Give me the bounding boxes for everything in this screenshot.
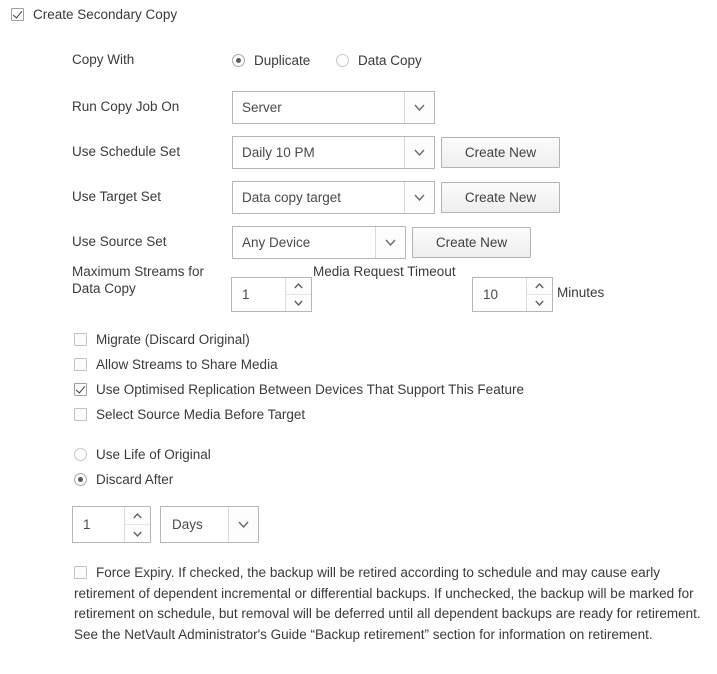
allow-streams-share-media-checkbox[interactable] xyxy=(74,358,87,371)
chevron-down-icon[interactable] xyxy=(404,182,434,213)
media-request-timeout-unit: Minutes xyxy=(557,285,605,300)
option-migrate-row[interactable] xyxy=(74,332,250,347)
maximum-streams-label: Maximum Streams for Data Copy xyxy=(72,264,205,296)
create-secondary-copy-row[interactable] xyxy=(11,7,177,22)
create-new-source-set-button[interactable]: Create New xyxy=(412,227,531,258)
migrate-label: Migrate (Discard Original) xyxy=(96,332,250,347)
use-schedule-set-value: Daily 10 PM xyxy=(242,145,315,160)
create-secondary-copy-label: Create Secondary Copy xyxy=(33,7,178,22)
run-copy-job-on-value: Server xyxy=(242,100,282,115)
force-expiry-row[interactable] xyxy=(74,563,708,645)
stepper-down-icon[interactable] xyxy=(286,295,311,311)
copy-with-option-data-copy[interactable] xyxy=(336,53,422,68)
force-expiry-label: Force Expiry. If checked, the backup will be retired according to schedule and may cause early retirement of dependent incremental or differential backups. If unchecked, the backup will be marked for retirement on schedule, but removal will be deferred until all dependent backups are ready for retirement. See the NetVault Administrator's Guide “Backup retirement” section for information on retirement. xyxy=(74,565,701,642)
copy-with-option-duplicate[interactable] xyxy=(232,53,336,68)
select-source-media-label: Select Source Media Before Target xyxy=(96,407,306,422)
use-source-set-value: Any Device xyxy=(242,235,311,250)
allow-streams-share-media-label: Allow Streams to Share Media xyxy=(96,357,278,372)
stepper-up-icon[interactable] xyxy=(125,507,150,525)
discard-after-unit-value: Days xyxy=(172,517,203,532)
use-schedule-set-label: Use Schedule Set xyxy=(72,144,181,160)
use-source-set-row xyxy=(72,226,531,259)
use-schedule-set-combobox[interactable] xyxy=(232,136,435,169)
media-request-timeout-label: Media Request Timeout xyxy=(313,264,456,279)
discard-after-stepper[interactable] xyxy=(124,507,150,542)
maximum-streams-value: 1 xyxy=(242,287,250,302)
stepper-up-icon[interactable] xyxy=(286,278,311,295)
maximum-streams-stepper[interactable] xyxy=(285,278,311,311)
run-copy-job-on-row xyxy=(72,91,435,124)
use-schedule-set-row xyxy=(72,136,560,169)
create-new-schedule-set-button[interactable]: Create New xyxy=(441,137,560,168)
use-optimised-replication-checkbox[interactable] xyxy=(74,383,87,396)
stepper-down-icon[interactable] xyxy=(527,295,552,311)
media-request-timeout-value: 10 xyxy=(483,287,499,302)
discard-after-row[interactable] xyxy=(74,472,173,487)
copy-with-label: Copy With xyxy=(72,52,135,67)
data-copy-label: Data Copy xyxy=(358,52,422,68)
migrate-checkbox[interactable] xyxy=(74,333,87,346)
use-source-set-label: Use Source Set xyxy=(72,234,167,250)
use-source-set-combobox[interactable] xyxy=(232,226,406,259)
option-optimised-replication-row[interactable] xyxy=(74,382,524,397)
chevron-down-icon[interactable] xyxy=(404,92,434,123)
option-select-source-media-row[interactable] xyxy=(74,407,305,422)
data-copy-radio[interactable] xyxy=(336,54,349,67)
use-life-of-original-label: Use Life of Original xyxy=(96,447,211,462)
stepper-up-icon[interactable] xyxy=(527,278,552,295)
run-copy-job-on-label: Run Copy Job On xyxy=(72,99,180,115)
discard-after-amount-value: 1 xyxy=(83,517,91,532)
option-share-media-row[interactable] xyxy=(74,357,278,372)
discard-after-radio[interactable] xyxy=(74,473,87,486)
copy-with-row xyxy=(72,52,422,69)
use-target-set-label: Use Target Set xyxy=(72,189,162,205)
media-request-timeout-stepper[interactable] xyxy=(526,278,552,311)
use-target-set-row xyxy=(72,181,560,214)
use-target-set-value: Data copy target xyxy=(242,190,342,205)
run-copy-job-on-combobox[interactable] xyxy=(232,91,435,124)
chevron-down-icon[interactable] xyxy=(375,227,405,258)
use-life-of-original-radio[interactable] xyxy=(74,448,87,461)
discard-after-label: Discard After xyxy=(96,472,174,487)
force-expiry-checkbox[interactable] xyxy=(74,566,87,579)
duplicate-radio[interactable] xyxy=(232,54,245,67)
media-request-timeout-spinner[interactable] xyxy=(472,277,553,312)
select-source-media-checkbox[interactable] xyxy=(74,408,87,421)
duplicate-label: Duplicate xyxy=(254,52,311,68)
discard-after-amount-spinner[interactable] xyxy=(72,506,151,543)
use-target-set-combobox[interactable] xyxy=(232,181,435,214)
use-optimised-replication-label: Use Optimised Replication Between Devices That Support This Feature xyxy=(96,382,524,397)
discard-after-unit-combobox[interactable] xyxy=(160,506,259,543)
maximum-streams-spinner[interactable] xyxy=(231,277,312,312)
stepper-down-icon[interactable] xyxy=(125,525,150,542)
chevron-down-icon[interactable] xyxy=(404,137,434,168)
use-life-of-original-row[interactable] xyxy=(74,447,211,462)
discard-after-controls xyxy=(72,506,259,543)
create-secondary-copy-checkbox[interactable] xyxy=(11,8,24,21)
chevron-down-icon[interactable] xyxy=(228,507,258,542)
create-new-target-set-button[interactable]: Create New xyxy=(441,182,560,213)
